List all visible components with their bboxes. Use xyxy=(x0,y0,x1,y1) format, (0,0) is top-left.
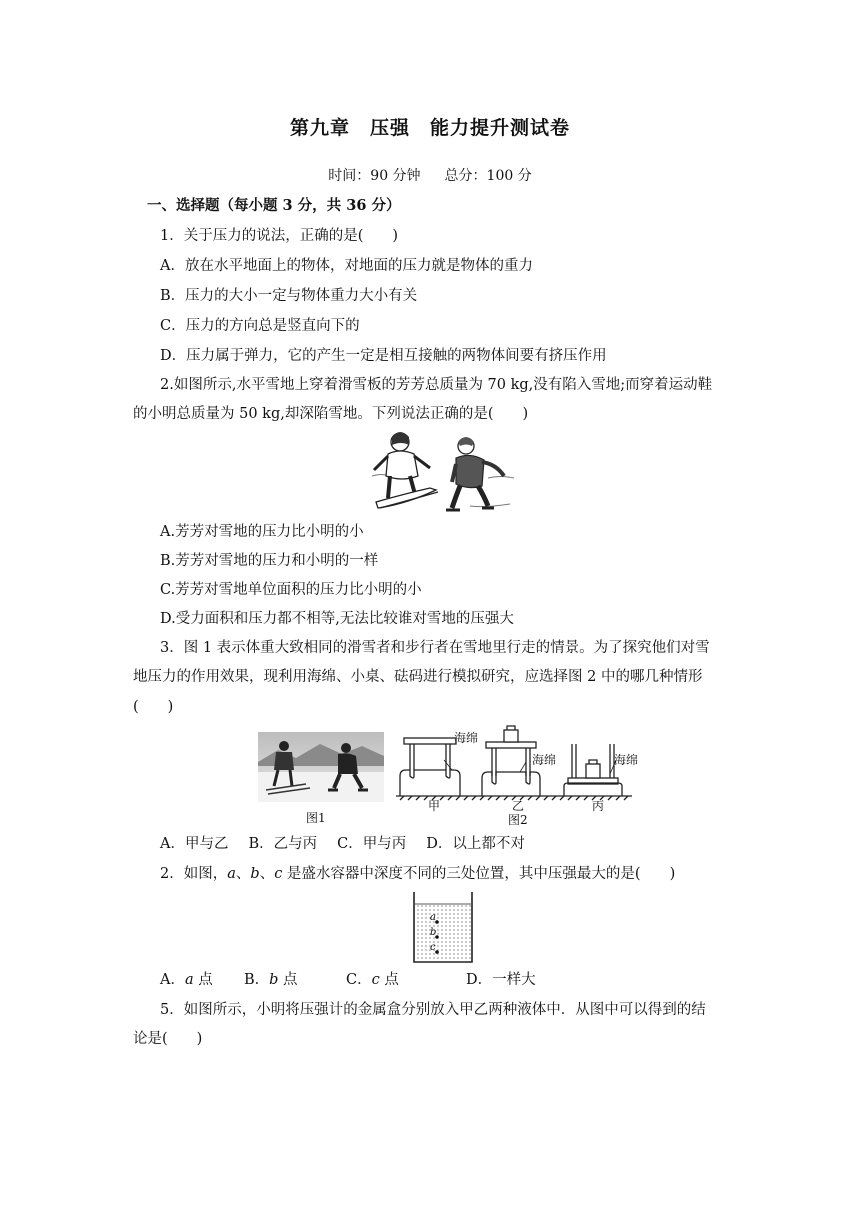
page-title: 第九章 压强 能力提升测试卷 xyxy=(289,117,570,139)
setup-label-jia: 甲 xyxy=(428,799,441,813)
sponge-label-yi: 海绵 xyxy=(532,753,557,767)
q3-stem-line1: 3．图 1 表示体重大致相同的滑雪者和步行者在雪地里行走的情景。为了探究他们对雪 xyxy=(160,640,710,656)
q4-option-b-var: b xyxy=(269,972,279,988)
q4-option-b xyxy=(244,970,298,990)
q4-option-a-suffix: 点 xyxy=(193,972,213,988)
q4-stem-prefix: 2．如图， xyxy=(160,866,228,882)
q2-option-a: A.芳芳对雪地的压力比小明的小 xyxy=(160,524,364,540)
q2-option-d: D.受力面积和压力都不相等,无法比较谁对雪地的压强大 xyxy=(160,611,514,627)
q2-stem-line1: 2.如图所示,水平雪地上穿着滑雪板的芳芳总质量为 70 kg,没有陷入雪地;而穿着运动鞋 xyxy=(160,377,713,393)
q1-option-d: D．压力属于弹力，它的产生一定是相互接触的两物体间要有挤压作用 xyxy=(160,348,607,364)
q4-option-c xyxy=(346,970,399,990)
total-score: 总分：100 分 xyxy=(444,168,532,184)
q5-stem-line1: 5．如图所示，小明将压强计的金属盒分别放入甲乙两种液体中．从图中可以得到的结 xyxy=(160,1002,706,1018)
q4-option-c-suffix: 点 xyxy=(379,972,399,988)
q4-stem xyxy=(160,864,675,884)
sponge-label-jia: 海绵 xyxy=(454,731,479,745)
q4-sep-2: 、 xyxy=(259,866,275,882)
figure-1-photo xyxy=(258,732,384,802)
q4-var-a: a xyxy=(227,866,236,882)
point-c-label: c xyxy=(430,942,436,953)
time-limit: 时间：90 分钟 xyxy=(328,168,421,184)
q1-stem: 1．关于压力的说法，正确的是( ) xyxy=(160,228,399,244)
q4-option-a-prefix: A． xyxy=(160,972,185,988)
q4-stem-suffix: 是盛水容器中深度不同的三处位置，其中压强最大的是( ) xyxy=(282,866,676,882)
section-heading: 一、选择题（每小题 3 分，共 36 分） xyxy=(147,197,401,214)
figure-2-label: 图2 xyxy=(508,813,528,827)
point-a-label: a xyxy=(430,912,436,923)
q3-option-b: B．乙与丙 xyxy=(248,836,318,852)
q3-option-a: A．甲与乙 xyxy=(160,836,229,852)
q4-option-c-var: c xyxy=(371,972,380,988)
q3-option-c: C．甲与丙 xyxy=(337,836,407,852)
point-b-label: b xyxy=(430,927,437,938)
q1-option-c: C．压力的方向总是竖直向下的 xyxy=(160,318,360,334)
setup-label-yi: 乙 xyxy=(512,799,525,813)
q4-var-c: c xyxy=(274,866,283,882)
q3-option-d: D．以上都不对 xyxy=(426,836,525,852)
q2-option-c: C.芳芳对雪地单位面积的压力比小明的小 xyxy=(160,582,422,598)
q1-option-a: A．放在水平地面上的物体，对地面的压力就是物体的重力 xyxy=(160,258,533,274)
q3-options xyxy=(160,834,545,854)
q3-stem-line2: 地压力的作用效果，现利用海绵、小桌、砝码进行模拟研究，应选择图 2 中的哪几种情形 xyxy=(133,669,703,685)
q1-option-b: B．压力的大小一定与物体重力大小有关 xyxy=(160,288,418,304)
q4-option-a xyxy=(160,970,213,990)
q4-sep-1: 、 xyxy=(235,866,251,882)
figure-1-label: 图1 xyxy=(306,811,326,825)
q4-option-d: D．一样大 xyxy=(466,972,536,988)
skier-walker-figure xyxy=(370,428,520,514)
q4-var-b: b xyxy=(250,866,260,882)
q5-stem-line2: 论是( ) xyxy=(133,1031,203,1047)
q4-option-b-prefix: B． xyxy=(244,972,270,988)
water-container-figure xyxy=(412,892,476,964)
figure-2-diagram xyxy=(394,720,639,800)
q2-stem-line2: 的小明总质量为 50 kg,却深陷雪地。下列说法正确的是( ) xyxy=(133,406,529,422)
q2-option-b: B.芳芳对雪地的压力和小明的一样 xyxy=(160,553,379,569)
q3-stem-line3: ( ) xyxy=(133,699,174,715)
setup-label-bing: 丙 xyxy=(592,799,605,813)
exam-meta xyxy=(0,166,860,186)
q4-option-c-prefix: C． xyxy=(346,972,372,988)
q4-option-a-var: a xyxy=(184,972,194,988)
q4-option-b-suffix: 点 xyxy=(278,972,298,988)
sponge-label-bing: 海绵 xyxy=(614,753,639,767)
